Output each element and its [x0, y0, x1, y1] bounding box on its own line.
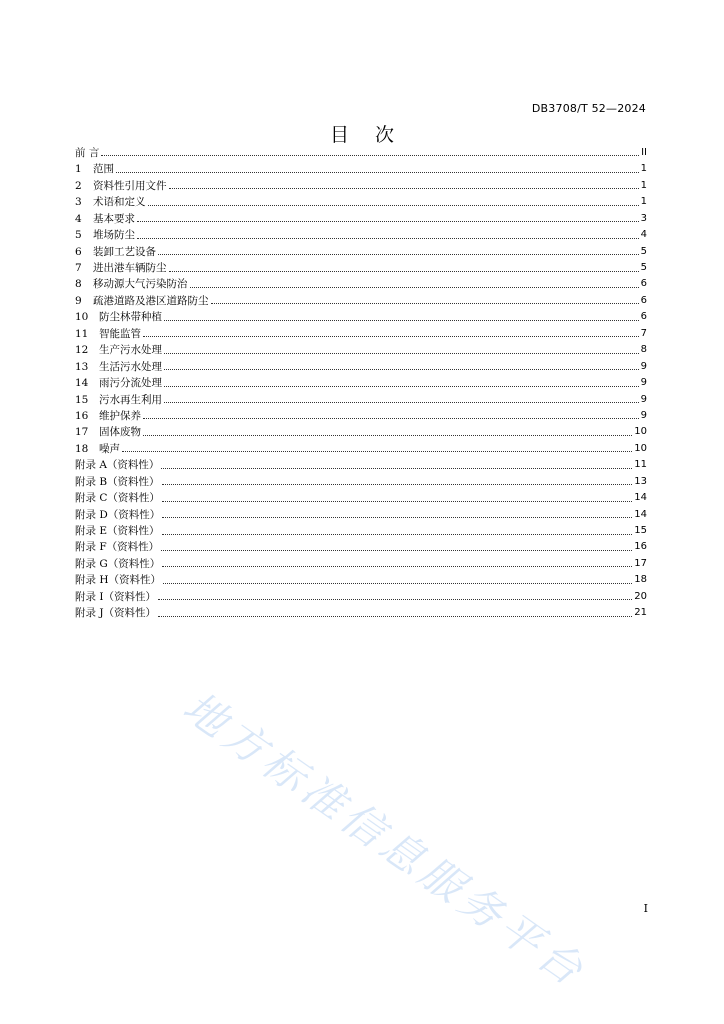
toc-entry-page: 1	[640, 196, 647, 208]
toc-entry[interactable]	[75, 260, 647, 276]
toc-entry-number: 10	[75, 311, 89, 324]
toc-entry-label: 固体废物	[99, 426, 141, 439]
toc-entry-number: 15	[75, 393, 89, 406]
toc-entry-number: 附录 I	[75, 590, 104, 603]
toc-entry-label: （资料性）	[106, 541, 160, 554]
toc-entry-label: 疏港道路及港区道路防尘	[93, 294, 209, 307]
toc-entry[interactable]	[75, 326, 647, 342]
toc-entry[interactable]	[75, 359, 647, 375]
toc-entry-page: 9	[640, 409, 647, 421]
toc-entry-page: 7	[640, 327, 647, 339]
toc-entry-number: 12	[75, 344, 89, 357]
toc-entry-label: 进出港车辆防尘	[93, 262, 167, 275]
toc-entry-label: 资料性引用文件	[93, 179, 167, 192]
toc-entry-number: 前 言	[75, 146, 100, 159]
toc-entry-number: 4	[75, 212, 82, 225]
toc-dot-leader	[164, 319, 639, 321]
toc-entry[interactable]	[75, 178, 647, 194]
toc-entry[interactable]	[75, 375, 647, 391]
toc-entry-number: 14	[75, 377, 89, 390]
toc-dot-leader	[190, 286, 639, 288]
toc-entry-number: 17	[75, 426, 89, 439]
toc-dot-leader	[162, 565, 632, 567]
toc-entry[interactable]	[75, 244, 647, 260]
toc-entry[interactable]	[75, 540, 647, 556]
toc-entry[interactable]	[75, 145, 647, 161]
toc-dot-leader	[164, 385, 639, 387]
toc-entry-number: 18	[75, 442, 89, 455]
toc-entry-label: （资料性）	[107, 557, 161, 570]
toc-entry-page: 5	[640, 262, 647, 274]
toc-dot-leader	[162, 500, 632, 502]
toc-dot-leader	[164, 401, 639, 403]
toc-entry-page: 10	[634, 426, 647, 438]
toc-entry-number: 7	[75, 262, 82, 275]
toc-entry[interactable]	[75, 211, 647, 227]
toc-entry-number: 3	[75, 196, 82, 209]
toc-dot-leader	[158, 598, 632, 600]
toc-entry-page: 13	[634, 475, 647, 487]
toc-entry-label: （资料性）	[107, 492, 160, 505]
toc-entry-number: 2	[75, 179, 82, 192]
toc-entry[interactable]	[75, 408, 647, 424]
toc-dot-leader	[143, 417, 639, 419]
toc-entry-number: 附录 E	[75, 525, 108, 538]
toc-entry-label: 防尘林带种植	[99, 311, 162, 324]
toc-entry-page: 1	[640, 163, 647, 175]
toc-entry[interactable]	[75, 194, 647, 210]
toc-entry[interactable]	[75, 457, 647, 473]
toc-dot-leader	[163, 582, 632, 584]
toc-entry-page: 17	[634, 557, 647, 569]
toc-entry-label: 装卸工艺设备	[93, 245, 156, 258]
toc-entry-number: 8	[75, 278, 82, 291]
toc-dot-leader	[162, 533, 633, 535]
toc-dot-leader	[116, 171, 639, 173]
toc-dot-leader	[211, 302, 639, 304]
toc-entry-label: 生产污水处理	[99, 344, 162, 357]
toc-entry-label: 智能监管	[99, 327, 141, 340]
toc-entry-label: （资料性）	[106, 459, 160, 472]
toc-entry-number: 9	[75, 294, 82, 307]
table-of-contents	[75, 145, 647, 622]
toc-entry-page: 6	[640, 311, 647, 323]
toc-entry-label: 维护保养	[99, 409, 141, 422]
toc-entry-label: 范围	[93, 163, 114, 176]
toc-title: 目 次	[329, 124, 405, 146]
toc-dot-leader	[143, 335, 639, 337]
toc-entry-page: 21	[634, 607, 647, 619]
toc-dot-leader	[101, 154, 639, 156]
toc-entry-label: （资料性）	[107, 475, 160, 488]
toc-entry[interactable]	[75, 523, 647, 539]
toc-dot-leader	[143, 434, 632, 436]
toc-entry[interactable]	[75, 589, 647, 605]
toc-entry[interactable]	[75, 474, 647, 490]
toc-entry-number: 6	[75, 245, 82, 258]
toc-entry[interactable]	[75, 277, 647, 293]
toc-dot-leader	[148, 204, 639, 206]
toc-entry-number: 附录 D	[75, 508, 108, 521]
toc-entry[interactable]	[75, 392, 647, 408]
toc-entry[interactable]	[75, 424, 647, 440]
toc-entry-number: 附录 G	[75, 557, 108, 570]
toc-dot-leader	[169, 187, 639, 189]
toc-entry-page: 9	[640, 360, 647, 372]
document-code: DB3708/T 52—2024	[531, 102, 646, 115]
toc-entry-page: 16	[634, 541, 647, 553]
toc-dot-leader	[162, 516, 632, 518]
toc-entry-page: 9	[640, 393, 647, 405]
toc-entry[interactable]	[75, 572, 647, 588]
toc-entry-page: 4	[640, 229, 647, 241]
toc-entry-label: 基本要求	[93, 212, 135, 225]
toc-entry-page: 1	[640, 179, 647, 191]
toc-entry[interactable]	[75, 490, 647, 506]
toc-entry[interactable]	[75, 309, 647, 325]
toc-entry-page: 11	[634, 459, 647, 471]
toc-entry-number: 附录 C	[75, 492, 108, 505]
toc-dot-leader	[137, 220, 639, 222]
toc-dot-leader	[161, 549, 632, 551]
toc-entry-label: 术语和定义	[93, 196, 146, 209]
toc-dot-leader	[161, 467, 632, 469]
toc-entry-page: 14	[634, 508, 647, 520]
toc-entry-page: 20	[634, 590, 647, 602]
toc-entry-page: II	[641, 146, 647, 158]
toc-entry[interactable]	[75, 507, 647, 523]
toc-entry-label: 雨污分流处理	[99, 377, 162, 390]
toc-entry-number: 附录 F	[75, 541, 107, 554]
toc-entry-number: 13	[75, 360, 89, 373]
toc-dot-leader	[169, 270, 639, 272]
toc-entry-label: 生活污水处理	[99, 360, 162, 373]
toc-entry-number: 附录 H	[75, 574, 109, 587]
toc-dot-leader	[158, 615, 632, 617]
toc-entry[interactable]	[75, 441, 647, 457]
watermark: 地方标准信息服务平台	[174, 681, 596, 998]
toc-entry-page: 14	[634, 492, 647, 504]
toc-entry-label: （资料性）	[103, 607, 157, 620]
toc-dot-leader	[158, 253, 639, 255]
toc-entry-page: 15	[634, 525, 647, 537]
toc-entry-label: 堆场防尘	[93, 229, 135, 242]
toc-entry-number: 11	[75, 327, 89, 340]
toc-entry-page: 8	[640, 344, 647, 356]
toc-dot-leader	[122, 450, 632, 452]
toc-entry[interactable]	[75, 342, 647, 358]
toc-entry[interactable]	[75, 293, 647, 309]
toc-entry-page: 3	[640, 212, 647, 224]
toc-entry-label: 移动源大气污染防治	[93, 278, 188, 291]
toc-entry[interactable]	[75, 161, 647, 177]
page-number: I	[643, 902, 648, 915]
toc-dot-leader	[164, 368, 639, 370]
toc-entry[interactable]	[75, 605, 647, 621]
toc-entry[interactable]	[75, 556, 647, 572]
toc-entry-number: 附录 A	[75, 459, 107, 472]
toc-entry-label: （资料性）	[103, 590, 156, 603]
toc-entry-page: 10	[634, 442, 647, 454]
toc-entry-label: （资料性）	[107, 525, 160, 538]
toc-entry-number: 1	[75, 163, 82, 176]
toc-dot-leader	[137, 237, 639, 239]
toc-dot-leader	[164, 352, 639, 354]
toc-entry[interactable]	[75, 227, 647, 243]
toc-entry-page: 18	[634, 574, 647, 586]
toc-entry-label: 噪声	[99, 442, 120, 455]
toc-entry-label: （资料性）	[108, 574, 161, 587]
toc-entry-number: 5	[75, 229, 82, 242]
toc-entry-label: 污水再生利用	[99, 393, 162, 406]
toc-entry-number: 16	[75, 409, 89, 422]
toc-entry-page: 6	[640, 294, 647, 306]
toc-dot-leader	[162, 483, 633, 485]
toc-entry-label: （资料性）	[107, 508, 161, 521]
toc-entry-page: 6	[640, 278, 647, 290]
toc-entry-number: 附录 J	[75, 607, 104, 620]
toc-entry-page: 5	[640, 245, 647, 257]
toc-entry-page: 9	[640, 377, 647, 389]
toc-entry-number: 附录 B	[75, 475, 108, 488]
